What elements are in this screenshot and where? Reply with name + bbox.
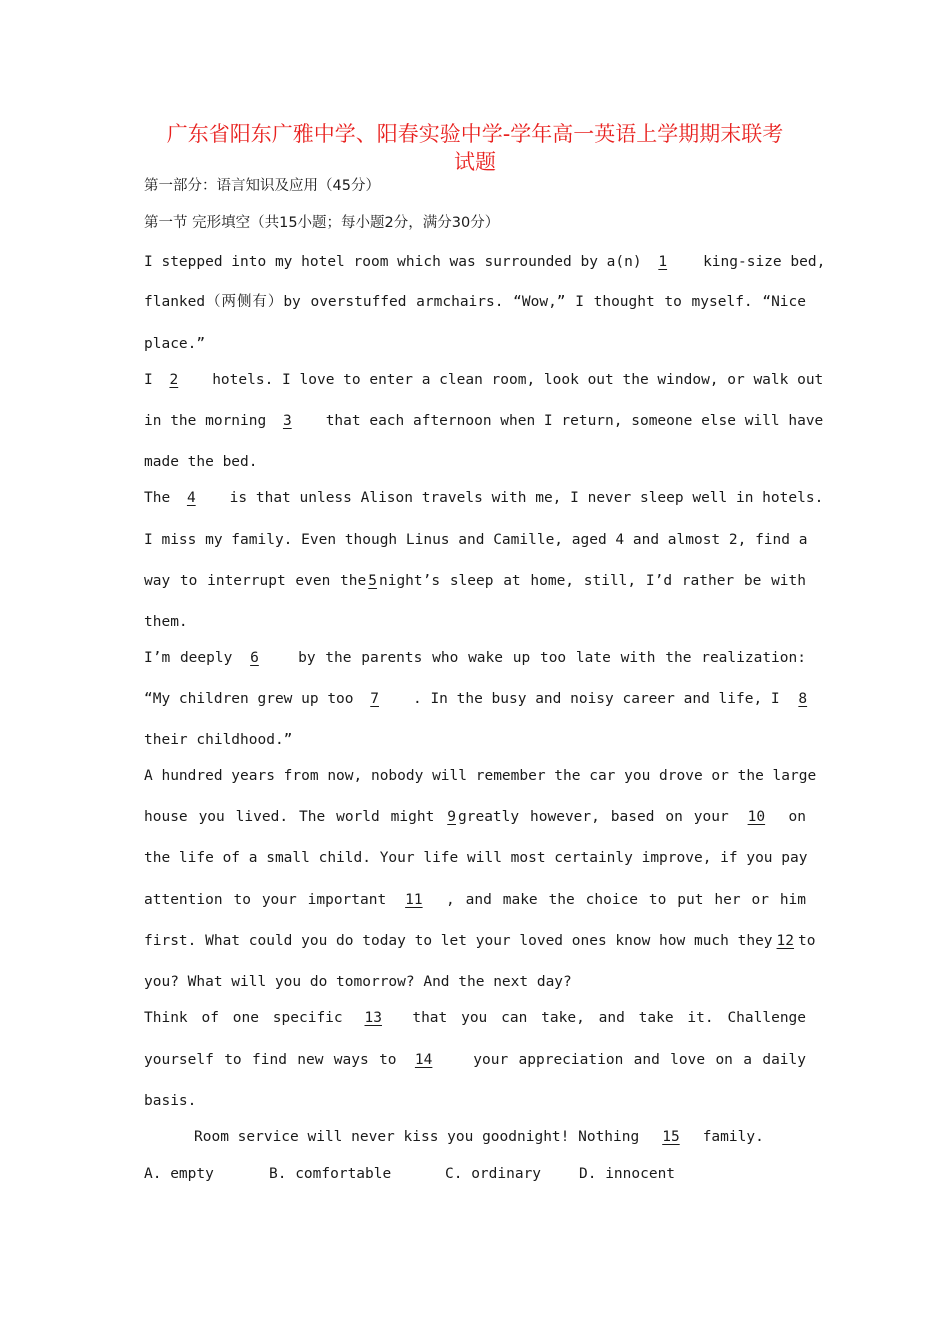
- passage-line: I miss my family. Even though Linus and Camille, aged 4 and almost 2, find a: [144, 532, 808, 548]
- passage-line: The 4 is that unless Alison travels with me, I never sleep well in hotels.: [144, 487, 806, 509]
- passage-line: “My children grew up too 7 . In the busy and noisy career and life, I 8: [144, 688, 806, 710]
- blank-8: 8: [798, 691, 808, 707]
- document-title: [140, 120, 810, 176]
- option-a: A. empty: [144, 1166, 214, 1182]
- section-heading: 第一节 完形填空（共15小题；每小题2分，满分30分）: [144, 215, 500, 231]
- title-line-2: 试题: [454, 150, 496, 174]
- passage-line: Room service will never kiss you goodnight! Nothing 15 family.: [194, 1126, 794, 1148]
- passage-line: first. What could you do today to let your loved ones know how much they 12 to: [144, 930, 806, 952]
- blank-15: 15: [662, 1129, 680, 1145]
- passage-line: I 2 hotels. I love to enter a clean room, look out the window, or walk out: [144, 369, 806, 391]
- option-d: D. innocent: [579, 1166, 676, 1182]
- option-c: C. ordinary: [445, 1166, 542, 1182]
- part-heading: 第一部分：语言知识及应用（45分）: [144, 178, 380, 194]
- blank-1: 1: [658, 254, 668, 270]
- passage-line: Think of one specific 13 that you can take, and take it. Challenge: [144, 1007, 806, 1029]
- passage-line: them.: [144, 614, 188, 630]
- blank-11: 11: [405, 892, 423, 908]
- blank-5: 5: [368, 573, 377, 589]
- passage-line: attention to your important 11 , and make the choice to put her or him: [144, 889, 806, 911]
- passage-line: yourself to find new ways to 14 your appreciation and love on a daily: [144, 1049, 806, 1071]
- passage-line: made the bed.: [144, 454, 258, 470]
- passage-line: I’m deeply 6 by the parents who wake up too late with the realization:: [144, 647, 806, 669]
- passage-line: the life of a small child. Your life will most certainly improve, if you pay: [144, 850, 808, 866]
- passage-line: you? What will you do tomorrow? And the next day?: [144, 974, 572, 990]
- passage-line: in the morning 3 that each afternoon when I return, someone else will have: [144, 410, 806, 432]
- passage-line: I stepped into my hotel room which was surrounded by a(n) 1 king-size bed,: [144, 251, 806, 273]
- blank-6: 6: [250, 650, 259, 666]
- passage-line: their childhood.”: [144, 732, 293, 748]
- passage-line: flanked（两侧有）by overstuffed armchairs. “Wow,” I thought to myself. “Nice: [144, 294, 806, 310]
- option-b: B. comfortable: [269, 1166, 392, 1182]
- passage-line: way to interrupt even the 5 night’s sleep at home, still, I’d rather be with: [144, 570, 806, 592]
- passage-line: house you lived. The world might 9 greatly however, based on your 10 on: [144, 806, 806, 828]
- passage-line: basis.: [144, 1093, 197, 1109]
- blank-7: 7: [370, 691, 379, 707]
- blank-3: 3: [282, 413, 292, 429]
- passage-line: A hundred years from now, nobody will remember the car you drove or the large: [144, 768, 817, 784]
- passage-line: place.”: [144, 336, 206, 352]
- blank-2: 2: [169, 372, 179, 388]
- blank-12: 12: [776, 933, 795, 949]
- blank-14: 14: [414, 1052, 433, 1068]
- blank-9: 9: [447, 809, 456, 825]
- blank-4: 4: [186, 490, 196, 506]
- title-line-1: 广东省阳东广雅中学、阳春实验中学-学年高一英语上学期期末联考: [166, 122, 784, 146]
- blank-10: 10: [747, 809, 766, 825]
- blank-13: 13: [364, 1010, 382, 1026]
